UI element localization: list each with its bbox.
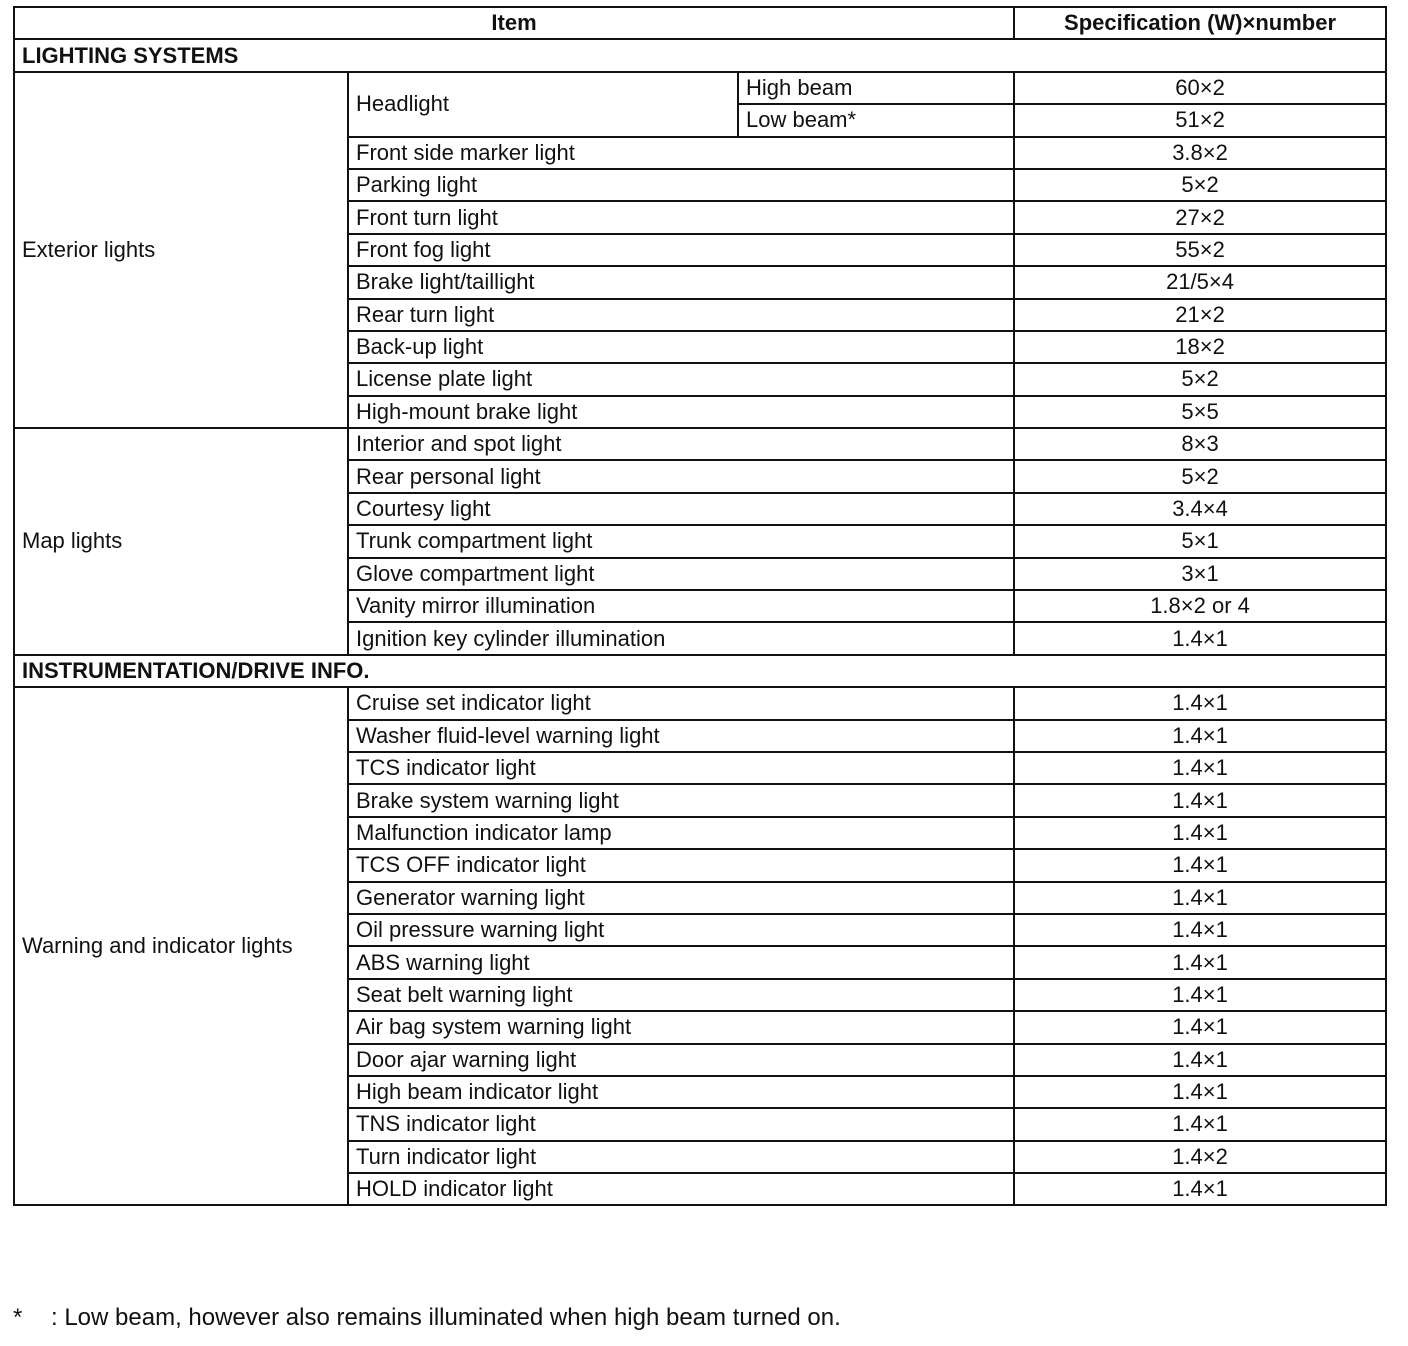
item-spec: 1.4×2 <box>1014 1141 1386 1173</box>
footnote-text: : Low beam, however also remains illuminated when high beam turned on. <box>51 1304 841 1331</box>
item-name: Air bag system warning light <box>348 1011 1014 1043</box>
item-name: High beam indicator light <box>348 1076 1014 1108</box>
table-body <box>14 39 1386 1205</box>
item-spec: 1.4×1 <box>1014 687 1386 719</box>
item-spec: 1.4×1 <box>1014 1044 1386 1076</box>
item-name: Front fog light <box>348 234 1014 266</box>
item-name: License plate light <box>348 363 1014 395</box>
low-beam-spec: 51×2 <box>1014 104 1386 136</box>
item-spec: 1.4×1 <box>1014 784 1386 816</box>
item-name: Turn indicator light <box>348 1141 1014 1173</box>
item-spec: 1.8×2 or 4 <box>1014 590 1386 622</box>
item-name: Front side marker light <box>348 137 1014 169</box>
item-spec: 1.4×1 <box>1014 1173 1386 1205</box>
high-beam-label: High beam <box>738 72 1014 104</box>
item-spec: 5×5 <box>1014 396 1386 428</box>
item-name: Back-up light <box>348 331 1014 363</box>
item-spec: 3×1 <box>1014 558 1386 590</box>
item-name: TCS indicator light <box>348 752 1014 784</box>
item-name: Front turn light <box>348 201 1014 233</box>
item-name: Oil pressure warning light <box>348 914 1014 946</box>
item-name: TCS OFF indicator light <box>348 849 1014 881</box>
header-item: Item <box>14 7 1014 39</box>
item-name: Generator warning light <box>348 882 1014 914</box>
item-name: Ignition key cylinder illumination <box>348 622 1014 654</box>
item-spec: 1.4×1 <box>1014 622 1386 654</box>
group-map-lights: Map lights <box>14 428 348 655</box>
item-name: Cruise set indicator light <box>348 687 1014 719</box>
item-spec: 1.4×1 <box>1014 817 1386 849</box>
item-spec: 18×2 <box>1014 331 1386 363</box>
item-name: Brake light/taillight <box>348 266 1014 298</box>
header-spec: Specification (W)×number <box>1014 7 1386 39</box>
spec-table <box>13 6 1387 1206</box>
item-spec: 1.4×1 <box>1014 882 1386 914</box>
item-name: Vanity mirror illumination <box>348 590 1014 622</box>
section-instrumentation: INSTRUMENTATION/DRIVE INFO. <box>14 655 1386 687</box>
item-name: High-mount brake light <box>348 396 1014 428</box>
group-warning-indicator-lights: Warning and indicator lights <box>14 687 348 1205</box>
item-spec: 27×2 <box>1014 201 1386 233</box>
item-spec: 1.4×1 <box>1014 946 1386 978</box>
high-beam-spec: 60×2 <box>1014 72 1386 104</box>
item-spec: 1.4×1 <box>1014 1011 1386 1043</box>
item-name: Trunk compartment light <box>348 525 1014 557</box>
item-name: Glove compartment light <box>348 558 1014 590</box>
item-name: Parking light <box>348 169 1014 201</box>
item-name: Door ajar warning light <box>348 1044 1014 1076</box>
table-row <box>14 687 1386 719</box>
item-spec: 5×2 <box>1014 169 1386 201</box>
section-row <box>14 655 1386 687</box>
item-spec: 1.4×1 <box>1014 1076 1386 1108</box>
item-spec: 3.8×2 <box>1014 137 1386 169</box>
table-row <box>14 428 1386 460</box>
item-name: Seat belt warning light <box>348 979 1014 1011</box>
item-spec: 5×2 <box>1014 363 1386 395</box>
header-row <box>14 7 1386 39</box>
item-spec: 1.4×1 <box>1014 914 1386 946</box>
headlight-label: Headlight <box>348 72 738 137</box>
item-spec: 1.4×1 <box>1014 1108 1386 1140</box>
item-name: HOLD indicator light <box>348 1173 1014 1205</box>
low-beam-label: Low beam* <box>738 104 1014 136</box>
item-spec: 1.4×1 <box>1014 752 1386 784</box>
item-name: Interior and spot light <box>348 428 1014 460</box>
item-spec: 8×3 <box>1014 428 1386 460</box>
item-spec: 5×1 <box>1014 525 1386 557</box>
item-spec: 55×2 <box>1014 234 1386 266</box>
item-spec: 21×2 <box>1014 299 1386 331</box>
item-name: Brake system warning light <box>348 784 1014 816</box>
item-spec: 1.4×1 <box>1014 720 1386 752</box>
table-row <box>14 72 1386 104</box>
footnote <box>13 1304 841 1332</box>
item-spec: 5×2 <box>1014 460 1386 492</box>
section-row <box>14 39 1386 71</box>
item-name: TNS indicator light <box>348 1108 1014 1140</box>
group-exterior-lights: Exterior lights <box>14 72 348 428</box>
item-name: Rear personal light <box>348 460 1014 492</box>
item-name: Courtesy light <box>348 493 1014 525</box>
item-name: Washer fluid-level warning light <box>348 720 1014 752</box>
item-name: Rear turn light <box>348 299 1014 331</box>
item-name: Malfunction indicator lamp <box>348 817 1014 849</box>
item-spec: 1.4×1 <box>1014 979 1386 1011</box>
item-spec: 3.4×4 <box>1014 493 1386 525</box>
section-lighting: LIGHTING SYSTEMS <box>14 39 1386 71</box>
item-spec: 21/5×4 <box>1014 266 1386 298</box>
item-spec: 1.4×1 <box>1014 849 1386 881</box>
item-name: ABS warning light <box>348 946 1014 978</box>
footnote-mark: * <box>13 1304 23 1331</box>
